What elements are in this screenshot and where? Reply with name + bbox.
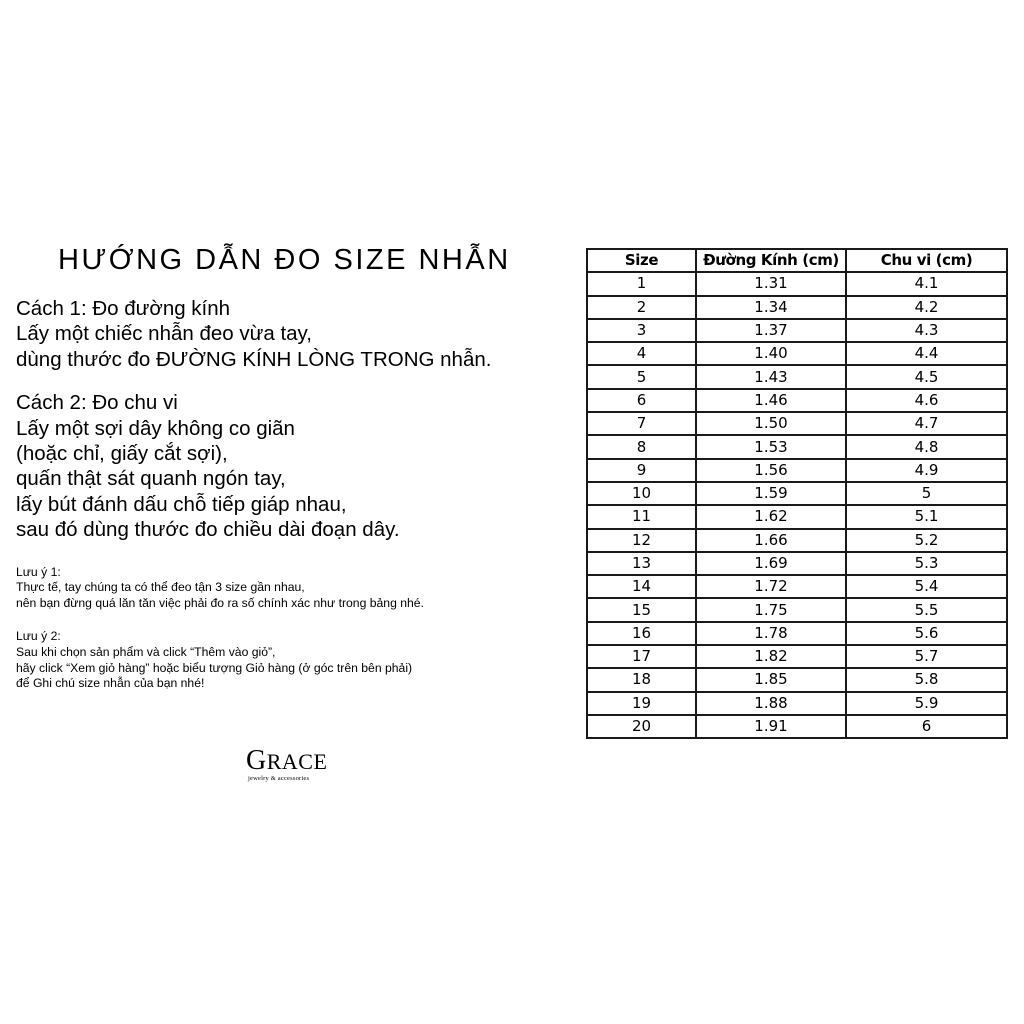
note-2-section bbox=[16, 629, 576, 691]
brand-logo bbox=[246, 745, 336, 783]
cell-circumference: 4.4 bbox=[846, 342, 1007, 365]
method-1-heading: Cách 1: Đo đường kính bbox=[16, 297, 231, 320]
cell-diameter: 1.91 bbox=[696, 715, 846, 738]
cell-size: 3 bbox=[587, 319, 696, 342]
cell-circumference: 5 bbox=[846, 482, 1007, 505]
method-1-line: dùng thước đo ĐƯỜNG KÍNH LÒNG TRONG nhẫn. bbox=[16, 347, 492, 371]
cell-circumference: 4.3 bbox=[846, 319, 1007, 342]
cell-circumference: 4.7 bbox=[846, 412, 1007, 435]
cell-circumference: 5.6 bbox=[846, 622, 1007, 645]
cell-circumference: 4.8 bbox=[846, 435, 1007, 458]
cell-size: 8 bbox=[587, 435, 696, 458]
note-1-line: Thực tế, tay chúng ta có thể đeo tận 3 size gần nhau, bbox=[16, 580, 305, 595]
cell-diameter: 1.62 bbox=[696, 505, 846, 528]
table-row bbox=[587, 296, 1007, 319]
method-2-line: quấn thật sát quanh ngón tay, bbox=[16, 467, 286, 491]
cell-circumference: 5.2 bbox=[846, 529, 1007, 552]
cell-size: 6 bbox=[587, 389, 696, 412]
ring-size-table bbox=[586, 248, 1008, 739]
cell-size: 1 bbox=[587, 272, 696, 295]
cell-circumference: 4.6 bbox=[846, 389, 1007, 412]
cell-size: 4 bbox=[587, 342, 696, 365]
method-2-section bbox=[16, 390, 576, 542]
cell-diameter: 1.31 bbox=[696, 272, 846, 295]
table-row bbox=[587, 505, 1007, 528]
method-2-line: lấy bút đánh dấu chỗ tiếp giáp nhau, bbox=[16, 492, 347, 516]
method-2-line: sau đó dùng thước đo chiều dài đoạn dây. bbox=[16, 518, 400, 542]
cell-circumference: 4.2 bbox=[846, 296, 1007, 319]
table-row bbox=[587, 342, 1007, 365]
method-2-line: Lấy một sợi dây không co giãn bbox=[16, 416, 295, 440]
cell-diameter: 1.78 bbox=[696, 622, 846, 645]
header-size: Size bbox=[587, 249, 696, 272]
table-row bbox=[587, 459, 1007, 482]
cell-size: 15 bbox=[587, 598, 696, 621]
header-diameter: Đường Kính (cm) bbox=[696, 249, 846, 272]
cell-size: 10 bbox=[587, 482, 696, 505]
cell-diameter: 1.43 bbox=[696, 365, 846, 388]
logo-subtitle: jewelry & accessories bbox=[248, 775, 310, 782]
note-2-line: để Ghi chú size nhẫn của bạn nhé! bbox=[16, 676, 205, 691]
table-row bbox=[587, 552, 1007, 575]
cell-diameter: 1.50 bbox=[696, 412, 846, 435]
logo-rest-letters: RACE bbox=[266, 749, 328, 774]
logo-wordmark bbox=[246, 745, 336, 776]
cell-circumference: 4.5 bbox=[846, 365, 1007, 388]
cell-diameter: 1.82 bbox=[696, 645, 846, 668]
cell-size: 2 bbox=[587, 296, 696, 319]
method-2-heading: Cách 2: Đo chu vi bbox=[16, 391, 178, 415]
cell-size: 19 bbox=[587, 692, 696, 715]
cell-diameter: 1.37 bbox=[696, 319, 846, 342]
cell-size: 9 bbox=[587, 459, 696, 482]
note-1-section bbox=[16, 565, 576, 612]
cell-diameter: 1.59 bbox=[696, 482, 846, 505]
method-1-section bbox=[16, 296, 576, 372]
cell-circumference: 5.7 bbox=[846, 645, 1007, 668]
cell-size: 16 bbox=[587, 622, 696, 645]
cell-size: 20 bbox=[587, 715, 696, 738]
cell-size: 7 bbox=[587, 412, 696, 435]
table-row bbox=[587, 412, 1007, 435]
note-2-line: Sau khi chọn sản phẩm và click “Thêm vào giỏ”, bbox=[16, 645, 276, 660]
cell-circumference: 5.9 bbox=[846, 692, 1007, 715]
header-circumference: Chu vi (cm) bbox=[846, 249, 1007, 272]
cell-diameter: 1.34 bbox=[696, 296, 846, 319]
cell-diameter: 1.56 bbox=[696, 459, 846, 482]
table-row bbox=[587, 435, 1007, 458]
cell-size: 14 bbox=[587, 575, 696, 598]
note-2-line: hãy click “Xem giỏ hàng” hoặc biểu tượng Giỏ hàng (ở góc trên bên phải) bbox=[16, 660, 413, 675]
method-1-line: Lấy một chiếc nhẫn đeo vừa tay, bbox=[16, 322, 312, 346]
logo-cap-letter: G bbox=[246, 745, 267, 776]
cell-diameter: 1.66 bbox=[696, 529, 846, 552]
cell-size: 12 bbox=[587, 529, 696, 552]
cell-circumference: 6 bbox=[846, 715, 1007, 738]
page-title: HƯỚNG DẪN ĐO SIZE NHẪN bbox=[58, 244, 511, 276]
cell-circumference: 5.3 bbox=[846, 552, 1007, 575]
table-body bbox=[587, 272, 1007, 738]
table-row bbox=[587, 715, 1007, 738]
cell-circumference: 4.9 bbox=[846, 459, 1007, 482]
table-row bbox=[587, 692, 1007, 715]
table-row bbox=[587, 319, 1007, 342]
method-2-line: (hoặc chỉ, giấy cắt sợi), bbox=[16, 442, 228, 466]
cell-diameter: 1.46 bbox=[696, 389, 846, 412]
cell-diameter: 1.85 bbox=[696, 668, 846, 691]
cell-diameter: 1.53 bbox=[696, 435, 846, 458]
table-row bbox=[587, 389, 1007, 412]
cell-diameter: 1.72 bbox=[696, 575, 846, 598]
cell-size: 18 bbox=[587, 668, 696, 691]
table-row bbox=[587, 575, 1007, 598]
cell-diameter: 1.40 bbox=[696, 342, 846, 365]
cell-circumference: 5.4 bbox=[846, 575, 1007, 598]
cell-size: 17 bbox=[587, 645, 696, 668]
note-1-line: nên bạn đừng quá lăn tăn việc phải đo ra số chính xác như trong bảng nhé. bbox=[16, 595, 424, 610]
table-row bbox=[587, 598, 1007, 621]
table-row bbox=[587, 482, 1007, 505]
note-2-heading: Lưu ý 2: bbox=[16, 629, 61, 644]
note-1-heading: Lưu ý 1: bbox=[16, 564, 61, 579]
table-row bbox=[587, 668, 1007, 691]
cell-circumference: 5.5 bbox=[846, 598, 1007, 621]
cell-size: 13 bbox=[587, 552, 696, 575]
cell-circumference: 5.8 bbox=[846, 668, 1007, 691]
table-row bbox=[587, 622, 1007, 645]
instructions-panel bbox=[16, 240, 576, 692]
cell-diameter: 1.69 bbox=[696, 552, 846, 575]
cell-circumference: 4.1 bbox=[846, 272, 1007, 295]
cell-circumference: 5.1 bbox=[846, 505, 1007, 528]
table-row bbox=[587, 365, 1007, 388]
table-row bbox=[587, 645, 1007, 668]
table-header-row bbox=[587, 249, 1007, 272]
table-row bbox=[587, 272, 1007, 295]
table-row bbox=[587, 529, 1007, 552]
cell-diameter: 1.75 bbox=[696, 598, 846, 621]
cell-size: 11 bbox=[587, 505, 696, 528]
cell-size: 5 bbox=[587, 365, 696, 388]
cell-diameter: 1.88 bbox=[696, 692, 846, 715]
